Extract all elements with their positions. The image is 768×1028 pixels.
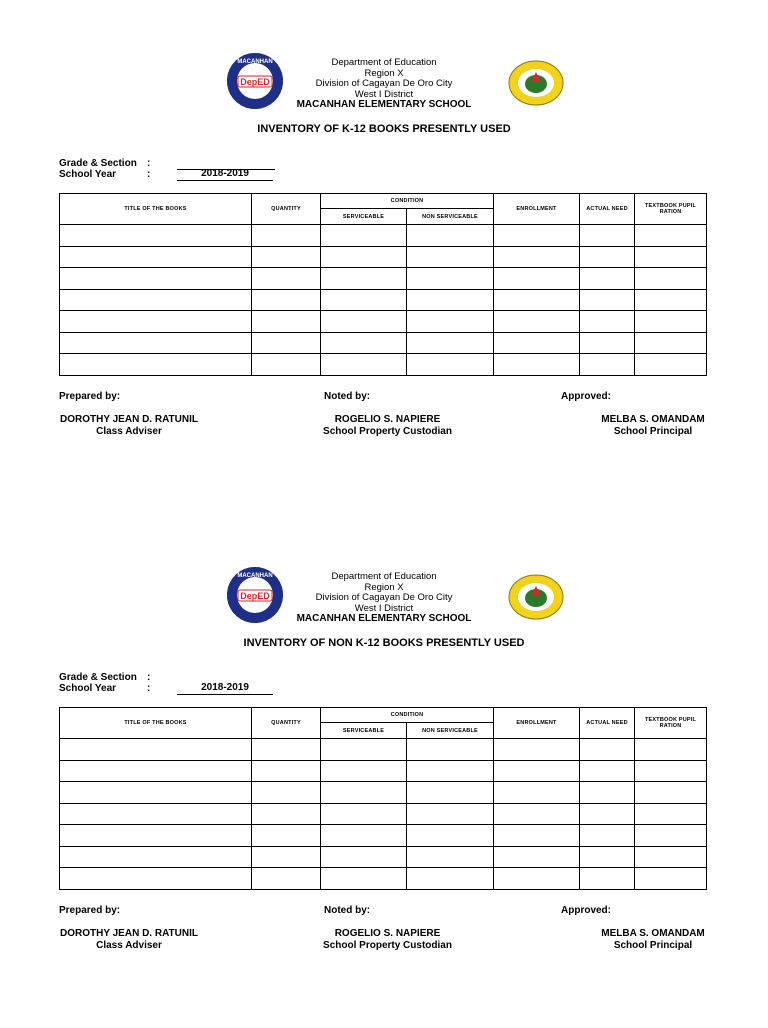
grade-section-label: Grade & Section xyxy=(59,672,137,683)
division-name: Division of Cagayan De Oro City xyxy=(315,78,453,90)
approved-name: MELBA S. OMANDAM xyxy=(601,928,705,939)
table-cell[interactable] xyxy=(60,289,252,311)
table-cell[interactable] xyxy=(494,332,580,354)
table-cell[interactable] xyxy=(321,268,407,290)
table-cell[interactable] xyxy=(494,803,580,825)
table-cell[interactable] xyxy=(407,782,494,804)
table-cell[interactable] xyxy=(635,868,707,890)
table-cell[interactable] xyxy=(60,246,252,268)
table-row xyxy=(60,846,707,868)
table-cell[interactable] xyxy=(60,739,252,761)
school-year-colon: : xyxy=(147,683,151,694)
table-row xyxy=(60,868,707,890)
table-cell[interactable] xyxy=(580,225,635,247)
table-cell[interactable] xyxy=(635,268,707,290)
table-cell[interactable] xyxy=(494,289,580,311)
table-cell[interactable] xyxy=(60,311,252,333)
form-title: INVENTORY OF K-12 BOOKS PRESENTLY USED xyxy=(257,123,511,135)
table-cell[interactable] xyxy=(407,739,494,761)
svg-text:MACANHAN: MACANHAN xyxy=(237,573,273,579)
table-cell[interactable] xyxy=(407,803,494,825)
table-cell[interactable] xyxy=(407,868,494,890)
table-cell[interactable] xyxy=(60,354,252,376)
noted-by-label: Noted by: xyxy=(324,391,371,402)
school-year-field[interactable]: 2018-2019 xyxy=(177,682,273,695)
table-cell[interactable] xyxy=(580,289,635,311)
table-cell[interactable] xyxy=(252,868,321,890)
approved-signatory xyxy=(598,928,708,951)
department-name: Department of Education xyxy=(331,571,437,582)
inventory-form-non-k12 xyxy=(0,514,768,1028)
table-cell[interactable] xyxy=(635,803,707,825)
table-cell[interactable] xyxy=(635,782,707,804)
grade-section-colon: : xyxy=(147,672,151,683)
table-row xyxy=(60,760,707,782)
table-cell[interactable] xyxy=(580,868,635,890)
table-cell[interactable] xyxy=(60,846,252,868)
table-cell[interactable] xyxy=(494,311,580,333)
table-cell[interactable] xyxy=(635,246,707,268)
school-year-label: School Year xyxy=(59,169,117,180)
school-year-label: School Year xyxy=(59,683,117,694)
table-cell[interactable] xyxy=(252,246,321,268)
table-row xyxy=(60,268,707,290)
table-cell[interactable] xyxy=(321,846,407,868)
prepared-by-label: Prepared by: xyxy=(59,391,121,402)
division-name: Division of Cagayan De Oro City xyxy=(315,592,453,604)
col-title-of-books: TITLE OF THE BOOKS xyxy=(60,708,252,739)
table-cell[interactable] xyxy=(494,760,580,782)
table-cell[interactable] xyxy=(252,289,321,311)
table-cell[interactable] xyxy=(494,225,580,247)
table-row xyxy=(60,225,707,247)
table-cell[interactable] xyxy=(407,246,494,268)
table-cell[interactable] xyxy=(321,311,407,333)
approved-name: MELBA S. OMANDAM xyxy=(601,414,705,425)
table-cell[interactable] xyxy=(494,739,580,761)
prepared-by-role: Class Adviser xyxy=(96,939,162,951)
table-cell[interactable] xyxy=(321,782,407,804)
prepared-by-signatory xyxy=(59,928,199,951)
approved-role: School Principal xyxy=(613,425,693,437)
table-cell[interactable] xyxy=(407,354,494,376)
table-row xyxy=(60,311,707,333)
table-cell[interactable] xyxy=(252,354,321,376)
col-enrollment: ENROLLMENT xyxy=(494,194,580,225)
school-name: MACANHAN ELEMENTARY SCHOOL xyxy=(296,99,472,111)
table-cell[interactable] xyxy=(580,803,635,825)
table-row xyxy=(60,289,707,311)
table-cell[interactable] xyxy=(252,225,321,247)
table-cell[interactable] xyxy=(580,311,635,333)
table-cell[interactable] xyxy=(252,803,321,825)
noted-by-role: School Property Custodian xyxy=(323,425,452,437)
school-name: MACANHAN ELEMENTARY SCHOOL xyxy=(296,613,472,625)
table-cell[interactable] xyxy=(60,760,252,782)
district-name: West I District xyxy=(354,88,414,100)
table-cell[interactable] xyxy=(407,225,494,247)
table-cell[interactable] xyxy=(635,332,707,354)
table-row xyxy=(60,782,707,804)
region-name: Region X xyxy=(364,581,404,593)
table-cell[interactable] xyxy=(60,782,252,804)
letterhead xyxy=(0,58,768,111)
col-actual-need: ACTUAL NEED xyxy=(580,708,635,739)
table-cell[interactable] xyxy=(321,803,407,825)
noted-by-signatory xyxy=(316,414,459,437)
table-cell[interactable] xyxy=(60,825,252,847)
grade-section-label: Grade & Section xyxy=(59,158,137,169)
approved-role: School Principal xyxy=(613,939,693,951)
table-cell[interactable] xyxy=(494,846,580,868)
col-condition: CONDITION xyxy=(321,194,494,209)
inventory-table xyxy=(59,193,707,376)
prepared-by-name: DOROTHY JEAN D. RATUNIL xyxy=(60,928,198,939)
table-cell[interactable] xyxy=(494,825,580,847)
col-actual-need: ACTUAL NEED xyxy=(580,194,635,225)
table-cell[interactable] xyxy=(494,354,580,376)
table-cell[interactable] xyxy=(580,825,635,847)
table-cell[interactable] xyxy=(580,246,635,268)
table-cell[interactable] xyxy=(407,332,494,354)
noted-by-signatory xyxy=(316,928,459,951)
svg-text:MACANHAN: MACANHAN xyxy=(237,59,273,65)
noted-by-name: ROGELIO S. NAPIERE xyxy=(334,928,441,939)
table-row xyxy=(60,825,707,847)
table-cell[interactable] xyxy=(321,354,407,376)
col-title-of-books: TITLE OF THE BOOKS xyxy=(60,194,252,225)
noted-by-name: ROGELIO S. NAPIERE xyxy=(334,414,441,425)
table-cell[interactable] xyxy=(580,760,635,782)
approved-label: Approved: xyxy=(561,905,611,916)
form-title: INVENTORY OF NON K-12 BOOKS PRESENTLY USED xyxy=(243,637,525,649)
table-row xyxy=(60,332,707,354)
table-cell[interactable] xyxy=(252,332,321,354)
table-cell[interactable] xyxy=(60,332,252,354)
prepared-by-label: Prepared by: xyxy=(59,905,121,916)
table-cell[interactable] xyxy=(580,354,635,376)
table-cell[interactable] xyxy=(635,825,707,847)
table-cell[interactable] xyxy=(252,846,321,868)
col-non-serviceable: NON SERVICEABLE xyxy=(407,209,494,225)
col-non-serviceable: NON SERVICEABLE xyxy=(407,723,494,739)
table-cell[interactable] xyxy=(407,760,494,782)
prepared-by-signatory xyxy=(59,414,199,437)
table-cell[interactable] xyxy=(407,289,494,311)
col-quantity: QUANTITY xyxy=(252,194,321,225)
table-cell[interactable] xyxy=(494,782,580,804)
table-cell[interactable] xyxy=(321,332,407,354)
noted-by-label: Noted by: xyxy=(324,905,371,916)
school-year-colon: : xyxy=(147,169,151,180)
table-cell[interactable] xyxy=(321,225,407,247)
table-cell[interactable] xyxy=(252,760,321,782)
table-cell[interactable] xyxy=(635,311,707,333)
table-cell[interactable] xyxy=(494,868,580,890)
table-cell[interactable] xyxy=(407,311,494,333)
table-row xyxy=(60,803,707,825)
svg-text:DepED: DepED xyxy=(240,591,270,601)
table-row xyxy=(60,739,707,761)
prepared-by-role: Class Adviser xyxy=(96,425,162,437)
table-cell[interactable] xyxy=(321,246,407,268)
table-cell[interactable] xyxy=(494,246,580,268)
col-serviceable: SERVICEABLE xyxy=(321,209,407,225)
table-row xyxy=(60,246,707,268)
col-textbook-pupil-ratio: TEXTBOOK PUPIL RATION xyxy=(635,194,707,225)
table-cell[interactable] xyxy=(580,846,635,868)
region-name: Region X xyxy=(364,67,404,79)
table-cell[interactable] xyxy=(407,268,494,290)
approved-signatory xyxy=(598,414,708,437)
table-cell[interactable] xyxy=(635,760,707,782)
col-condition: CONDITION xyxy=(321,708,494,723)
table-cell[interactable] xyxy=(635,739,707,761)
table-cell[interactable] xyxy=(494,268,580,290)
school-year-field[interactable]: 2018-2019 xyxy=(177,168,273,181)
table-cell[interactable] xyxy=(321,868,407,890)
table-cell[interactable] xyxy=(252,311,321,333)
svg-text:DepED: DepED xyxy=(240,77,270,87)
table-cell[interactable] xyxy=(635,225,707,247)
table-cell[interactable] xyxy=(635,354,707,376)
prepared-by-name: DOROTHY JEAN D. RATUNIL xyxy=(60,414,198,425)
table-cell[interactable] xyxy=(60,803,252,825)
col-quantity: QUANTITY xyxy=(252,708,321,739)
table-cell[interactable] xyxy=(60,868,252,890)
table-cell[interactable] xyxy=(321,289,407,311)
table-cell[interactable] xyxy=(580,782,635,804)
table-cell[interactable] xyxy=(580,268,635,290)
department-name: Department of Education xyxy=(331,57,437,68)
table-cell[interactable] xyxy=(60,225,252,247)
table-cell[interactable] xyxy=(407,846,494,868)
col-serviceable: SERVICEABLE xyxy=(321,723,407,739)
table-cell[interactable] xyxy=(580,739,635,761)
approved-label: Approved: xyxy=(561,391,611,402)
table-cell[interactable] xyxy=(321,760,407,782)
table-cell[interactable] xyxy=(635,289,707,311)
col-textbook-pupil-ratio: TEXTBOOK PUPIL RATION xyxy=(635,708,707,739)
district-name: West I District xyxy=(354,602,414,614)
table-cell[interactable] xyxy=(60,268,252,290)
noted-by-role: School Property Custodian xyxy=(323,939,452,951)
table-cell[interactable] xyxy=(321,739,407,761)
letterhead xyxy=(0,572,768,625)
table-cell[interactable] xyxy=(252,825,321,847)
grade-section-colon: : xyxy=(147,158,151,169)
inventory-table xyxy=(59,707,707,890)
table-cell[interactable] xyxy=(407,825,494,847)
table-cell[interactable] xyxy=(635,846,707,868)
col-enrollment: ENROLLMENT xyxy=(494,708,580,739)
table-row xyxy=(60,354,707,376)
table-cell[interactable] xyxy=(252,782,321,804)
table-cell[interactable] xyxy=(321,825,407,847)
table-cell[interactable] xyxy=(252,268,321,290)
table-cell[interactable] xyxy=(580,332,635,354)
table-cell[interactable] xyxy=(252,739,321,761)
